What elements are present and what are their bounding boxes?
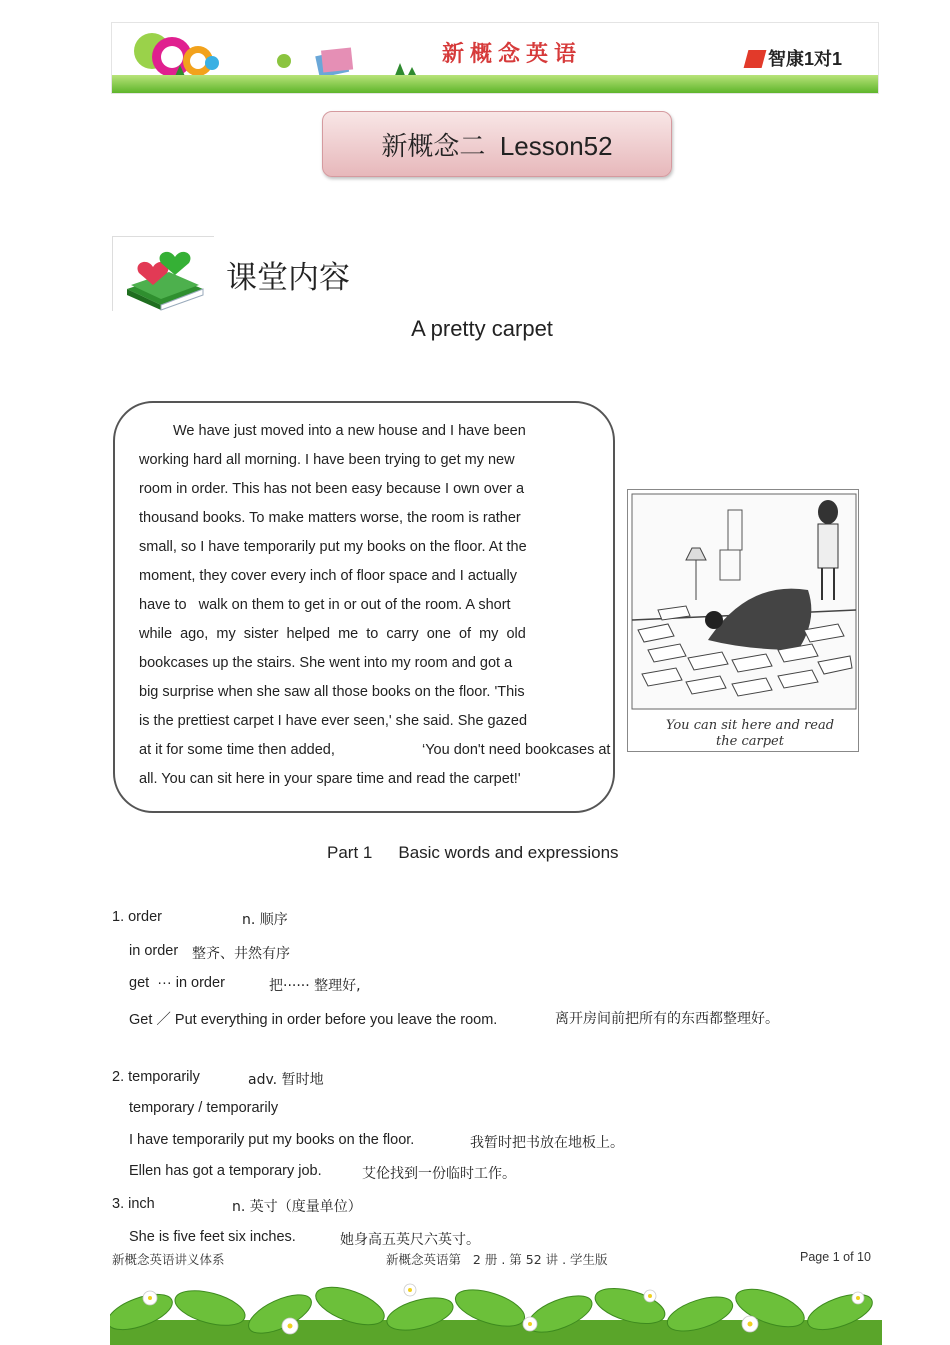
passage-line: room in order. This has not been easy because I own over a xyxy=(139,481,525,497)
passage-line: small, so I have temporarily put my books on the floor. At the xyxy=(139,539,527,555)
page-total: 10 xyxy=(857,1250,871,1264)
lesson-title: 新概念二 Lesson52 xyxy=(381,130,613,161)
footer-series: 新概念英语讲义体系 xyxy=(112,1252,225,1267)
header-banner xyxy=(111,22,879,94)
vocab-example: She is five feet six inches. xyxy=(129,1229,296,1245)
vocab-example-cn: 整齐、井然有序 xyxy=(192,946,290,962)
passage-line: big surprise when she saw all those books on the floor. 'This xyxy=(139,684,525,700)
page-label: Page xyxy=(800,1250,830,1264)
banner-grass xyxy=(112,75,878,93)
passage-line-quote: ‘You don't need bookcases at xyxy=(422,742,611,758)
passage-line: bookcases up the stairs. She went into my room and got a xyxy=(139,655,513,671)
vocab-example: temporary / temporarily xyxy=(129,1100,279,1116)
passage-line: working hard all morning. I have been trying to get my new xyxy=(139,452,515,468)
cartoon-caption xyxy=(650,718,850,750)
vocab-example: I have temporarily put my books on the floor. xyxy=(129,1132,415,1148)
vocab-word: 2. temporarily xyxy=(112,1069,200,1085)
lesson-title-box xyxy=(322,111,672,177)
vocab-example: get ··· in order xyxy=(129,975,225,991)
vocab-example-cn: 艾伦找到一份临时工作。 xyxy=(362,1166,516,1182)
passage-line: have to walk on them to get in or out of the room. A short xyxy=(139,597,511,613)
vocab-word: 1. order xyxy=(112,909,162,925)
passage-line: all. You can sit here in your spare time and read the carpet!' xyxy=(139,771,521,787)
part-heading xyxy=(327,843,619,863)
vocab-word: 3. inch xyxy=(112,1196,155,1212)
vocab-example-cn: 我暂时把书放在地板上。 xyxy=(470,1135,624,1151)
footer-lesson-info: 新概念英语第 2 册 . 第 52 讲 . 学生版 xyxy=(386,1252,608,1267)
vocab-example: in order xyxy=(129,943,179,959)
vocab-example: Ellen has got a temporary job. xyxy=(129,1163,322,1179)
book-heart-icon xyxy=(113,237,213,311)
cartoon-caption-line: You can sit here and read xyxy=(665,718,835,733)
vocab-example-cn: 离开房间前把所有的东西都整理好。 xyxy=(555,1011,779,1027)
vocab-example-cn: 她身高五英尺六英寸。 xyxy=(340,1232,480,1248)
footer-page-indicator xyxy=(800,1250,871,1264)
book-icon-frame xyxy=(112,236,214,311)
vocab-pos: adv. 暂时地 xyxy=(248,1072,324,1088)
part-label: Part 1 xyxy=(327,843,373,862)
brand-title: 新概念英语 xyxy=(442,41,583,66)
cartoon-caption-line: the carpet xyxy=(716,734,784,749)
cartoon-illustration xyxy=(627,489,859,752)
section-heading: 课堂内容 xyxy=(226,260,350,296)
story-title: A pretty carpet xyxy=(411,316,553,341)
part-title: Basic words and expressions xyxy=(398,843,619,862)
logo-text: 智康1对1 xyxy=(767,49,842,69)
passage-line: thousand books. To make matters worse, the room is rather xyxy=(139,510,521,526)
passage-line: while ago, my sister helped me to carry one of my old xyxy=(139,626,526,642)
vocab-pos: n. 顺序 xyxy=(242,912,288,928)
vocab-pos: n. 英寸（度量单位） xyxy=(232,1199,362,1215)
leaves-flowers-graphic xyxy=(110,1268,882,1345)
page-number: 1 xyxy=(832,1250,840,1264)
passage-line: at it for some time then added, xyxy=(139,742,335,758)
passage-line: moment, they cover every inch of floor space and I actually xyxy=(139,568,517,584)
footer-leaves-decoration xyxy=(110,1268,882,1345)
logo-mark-icon xyxy=(744,50,767,68)
cartoon-drawing xyxy=(628,490,859,715)
passage-line: We have just moved into a new house and I have been xyxy=(173,423,526,439)
vocab-example: Get ／ Put everything in order before you leave the room. xyxy=(129,1012,498,1028)
brand-logo xyxy=(746,45,842,71)
vocab-example-cn: 把······ 整理好, xyxy=(269,978,361,994)
page-of-label: of xyxy=(843,1250,854,1264)
passage-line: is the prettiest carpet I have ever seen,' she said. She gazed xyxy=(139,713,528,729)
